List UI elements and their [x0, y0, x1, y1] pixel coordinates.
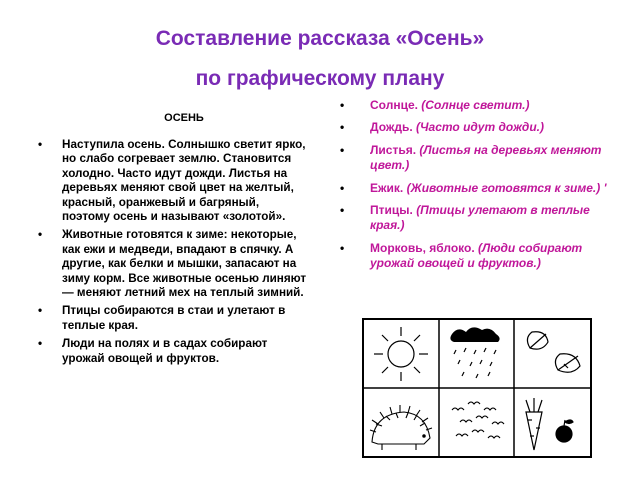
story-heading: ОСЕНЬ	[164, 112, 204, 124]
plan-item-hint: (Листья на деревьях меняют цвет.)	[370, 142, 602, 173]
story-paragraph	[38, 337, 310, 366]
page-title: Составление рассказа «Осень»	[155, 27, 485, 50]
bullet-icon: •	[340, 142, 345, 157]
story-paragraph	[38, 138, 310, 224]
rain-icon	[450, 327, 499, 378]
bullet-icon: •	[340, 98, 345, 112]
story-list	[38, 138, 310, 366]
plan-item	[340, 181, 610, 196]
birds-icon	[452, 402, 504, 438]
carrot-apple-icon	[526, 398, 573, 450]
plan-item-hint: (Часто идут дожди.)	[416, 120, 544, 135]
picture-plan-grid	[362, 318, 592, 458]
page-subtitle: по графическому плану	[195, 67, 445, 90]
plan-item-hint: (Люди собирают урожай овощей и фруктов.)	[370, 240, 583, 271]
plan-item-hint: (Птицы улетают в теплые края.)	[370, 203, 590, 233]
bullet-icon: •	[38, 337, 43, 351]
bullet-icon: •	[340, 203, 345, 218]
bullet-icon: •	[38, 304, 43, 318]
plan-item	[340, 241, 610, 272]
plan-item-label: Дождь.	[370, 120, 413, 135]
plan-item-label: Ежик.	[370, 180, 404, 195]
leaves-icon	[527, 332, 580, 373]
story-paragraph-text: Птицы собираются в стаи и улетают в теплые края.	[62, 304, 286, 332]
bullet-icon: •	[340, 180, 345, 195]
plan-item-label: Птицы.	[370, 203, 413, 218]
plan-item-hint: (Солнце светит.)	[421, 98, 530, 112]
bullet-icon: •	[38, 228, 43, 242]
picture-plan-svg	[364, 320, 590, 456]
story-paragraph-text: Животные готовятся к зиме: некоторые, как ежи и медведи, впадают в спячку. А другие, как белки и мышки, запасают на зиму корм. Все животные осенью линяют — меняют летний мех на теплый зимний.	[62, 228, 307, 300]
hedgehog-icon	[370, 405, 432, 450]
story-paragraph-text: Люди на полях и в садах собирают урожай овощей и фруктов.	[62, 337, 268, 365]
story-paragraph-text: Наступила осень. Солнышко светит ярко, но слабо согревает землю. Становится холодно. Часто идут дожди. Листья на деревьях меняют свой цвет на желтый, красный, оранжевый и багряный, поэтому осень и называют «золотой».	[62, 138, 306, 224]
plan-item	[340, 98, 610, 113]
story-paragraph	[38, 228, 310, 300]
sun-icon	[374, 327, 428, 381]
bullet-icon: •	[38, 138, 43, 151]
plan-list	[340, 98, 610, 272]
bullet-icon: •	[340, 120, 345, 135]
plan-item-hint: (Животные готовятся к зиме.) '	[406, 180, 607, 195]
plan-item-label: Морковь, яблоко.	[370, 240, 475, 255]
story-column	[38, 112, 310, 370]
story-paragraph	[38, 304, 310, 333]
plan-item	[340, 203, 610, 234]
plan-item-label: Солнце.	[370, 98, 418, 112]
plan-item	[340, 120, 610, 135]
plan-column	[340, 98, 610, 279]
plan-item-label: Листья.	[370, 142, 417, 157]
plan-item	[340, 143, 610, 174]
bullet-icon: •	[340, 240, 345, 255]
